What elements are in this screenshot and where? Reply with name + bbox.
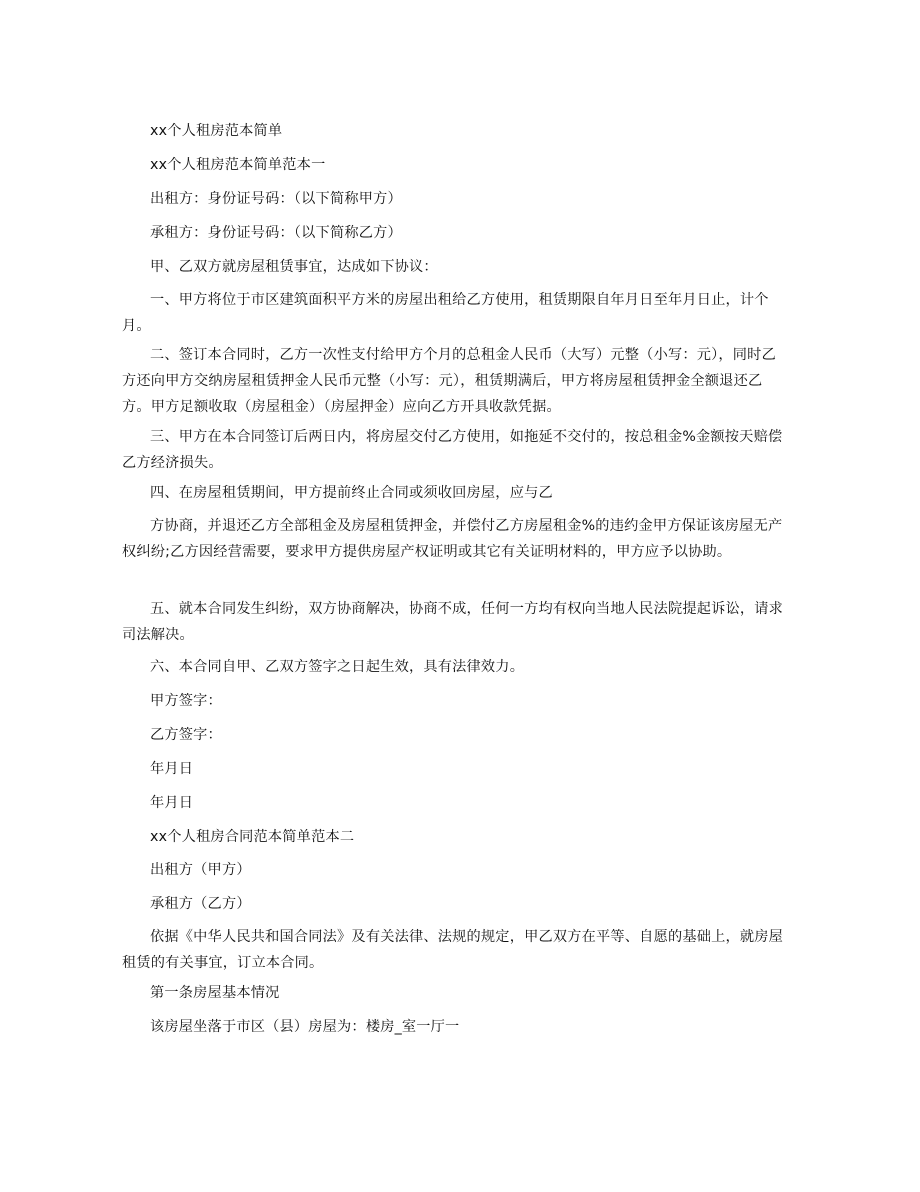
clause-5: 五、就本合同发生纠纷，双方协商解决，协商不成，任何一方均有权向当地人民法院提起诉讼，请求司法解决。 <box>122 601 784 643</box>
legal-basis: 依据《中华人民共和国合同法》及有关法律、法规的规定，甲乙双方在平等、自愿的基础上，就房屋租赁的有关事宜，订立本合同。 <box>122 929 784 971</box>
clause-1: 一、甲方将位于市区建筑面积平方米的房屋出租给乙方使用，租赁期限自年月日至年月日止，计个月。 <box>122 292 769 334</box>
section-title-2: xx个人租房合同范本简单范本二 <box>150 829 355 845</box>
date-2: 年月日 <box>150 795 194 811</box>
date-1: 年月日 <box>150 761 194 777</box>
clause-4-continued: 方协商，并退还乙方全部租金及房屋租赁押金，并偿付乙方房屋租金%的违约金甲方保证该房屋无产权纠纷;乙方因经营需要，要求甲方提供房屋产权证明或其它有关证明材料的，甲方应予以协助。 <box>122 518 783 560</box>
house-location: 该房屋坐落于市区（县）房屋为：楼房_室一厅一 <box>150 1019 460 1035</box>
section-title-1: xx个人租房范本简单范本一 <box>150 157 326 173</box>
agreement-intro: 甲、乙双方就房屋租赁事宜，达成如下协议： <box>150 259 438 275</box>
lessor-2: 出租方（甲方） <box>150 862 251 878</box>
lessor-line: 出租方：身份证号码：（以下简称甲方） <box>150 191 402 207</box>
clause-6: 六、本合同自甲、乙双方签字之日起生效，具有法律效力。 <box>150 659 525 675</box>
sign-lessee: 乙方签字： <box>150 727 222 743</box>
sign-lessor: 甲方签字： <box>150 693 222 709</box>
clause-2: 二、签订本合同时，乙方一次性支付给甲方个月的总租金人民币（大写）元整（小写：元），同时乙方还向甲方交纳房屋租赁押金人民币元整（小写：元），租赁期满后，甲方将房屋租赁押金全额退还乙方。甲方足额收取（房屋租金）（房屋押金）应向乙方开具收款凭据。 <box>122 347 776 415</box>
lessee-line: 承租方：身份证号码：（以下简称乙方） <box>150 225 402 241</box>
clause-4-start: 四、在房屋租赁期间，甲方提前终止合同或须收回房屋，应与乙 <box>150 485 553 501</box>
lessee-2: 承租方（乙方） <box>150 896 251 912</box>
clause-3: 三、甲方在本合同签订后两日内，将房屋交付乙方使用，如拖延不交付的，按总租金%金额按天赔偿乙方经济损失。 <box>122 429 783 471</box>
article-1-title: 第一条房屋基本情况 <box>150 985 280 1001</box>
document-title: xx个人租房范本简单 <box>150 123 283 139</box>
